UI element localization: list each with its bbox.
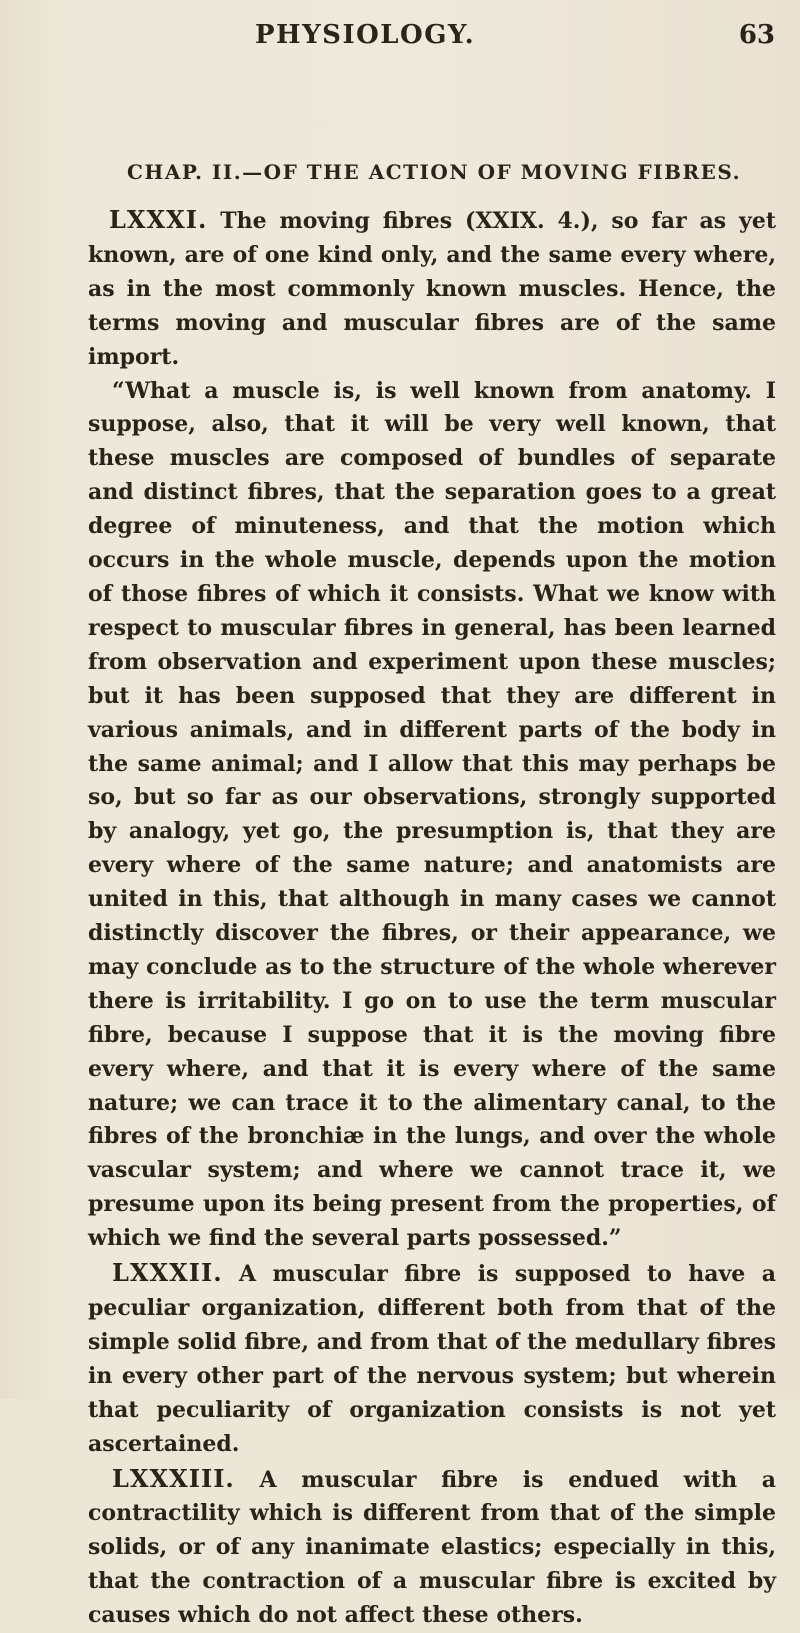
running-title: PHYSIOLOGY.	[255, 20, 476, 50]
section-number: LXXXI.	[109, 205, 208, 234]
section-number: LXXXIII.	[112, 1463, 235, 1493]
chapter-heading: CHAP. II.—OF THE ACTION OF MOVING FIBRES.	[127, 160, 742, 184]
paragraph-text: “What a muscle is, is well known from anatomy. I suppose, also, that it will be very well known, that these muscles are composed of bundles of separate and distinct fibres, that the separation goes to a great degree of minuteness, and that the motion which occurs in the whole muscle, depends upon the motion of those fibres of which it consists. What we know with respect to muscular fibres in general, has been learned from observation and experiment upon these muscles; but it has been supposed that they are different in various animals, and in different parts of the body in the same animal; and I allow that this may perhaps be so, but so far as our observations, strongly supported by analogy, yet go, the presumption is, that they are every where of the same nature; and anatomists are united in this, that although in many cases we cannot distinctly discover the fibres, or their appearance, we may conclude as to the structure of the whole wherever there is irritability. I go on to use the term muscular fibre, because I suppose that it is the moving fibre every where, and that it is every where of the same nature; we can trace it to the alimentary canal, to the fibres of the bronchiæ in the lungs, and over the whole vascular system; and where we cannot trace it, we presume upon its being present from the properties, of which we find the several parts possessed.”	[88, 377, 776, 1252]
paragraph-text: A muscular fibre is endued with a contractility which is different from that of the simple solids, or of any inanimate elastics; especially in this, that the contraction of a muscular fibre is excited by causes which do not affect these others.	[88, 1466, 776, 1629]
body-text	[88, 203, 776, 1633]
paragraph-lxxxi	[88, 203, 776, 375]
running-head	[255, 20, 775, 60]
paragraph-quotation	[88, 375, 776, 1257]
paragraph-text: The moving fibres (XXIX. 4.), so far as yet known, are of one kind only, and the same every where, as in the most commonly known muscles. Hence, the terms moving and muscular fibres are of the same import.	[88, 208, 776, 370]
paragraph-lxxxiii	[88, 1462, 776, 1633]
section-number: LXXXII.	[112, 1258, 223, 1288]
paragraph-text: A muscular fibre is supposed to have a peculiar organization, different both from that of the simple solid fibre, and from that of the medullary fibres in every other part of the nervous system; but wherein that peculiarity of organization consists is not yet ascertained.	[88, 1261, 776, 1457]
page-number: 63	[738, 20, 775, 50]
paragraph-lxxxii	[88, 1256, 776, 1461]
